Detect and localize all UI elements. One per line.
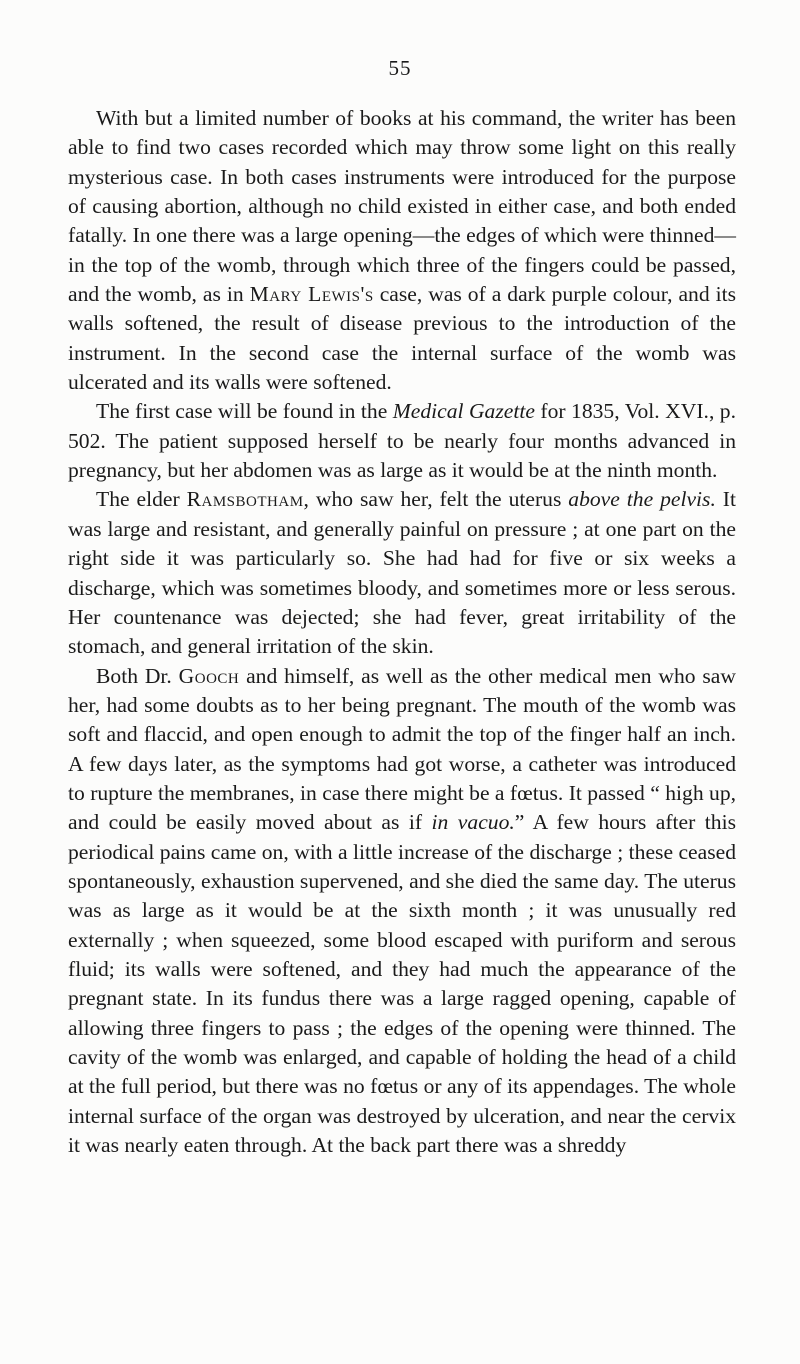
text-run: , who saw her, felt the uterus xyxy=(303,487,569,512)
person-name: Mary Lewis's xyxy=(249,282,374,307)
text-run: It was large and resistant, and generally painful on pressure ; at one part on the right side it was particularly so. She had had for five or six weeks a discharge, which was sometimes bloody, and sometimes more or less serous. Her countenance was dejected; she had fever, great irritability of the stomach, and general irritation of the skin. xyxy=(68,487,736,659)
paragraph xyxy=(68,104,736,397)
text-run: ” A few hours after this periodical pains came on, with a little increase of the discharge ; these ceased spontaneously, exhaustion supervened, and she died the same day. The uterus was as large as it would be at the sixth month ; it was unusually red externally ; when squeezed, some blood escaped with puriform and serous fluid; its walls were softened, and they had much the appearance of the pregnant state. In its fundus there was a large ragged opening, capable of allowing three fingers to pass ; the edges of the opening were thinned. The cavity of the womb was enlarged, and capable of holding the head of a child at the full period, but there was no fœtus or any of its appendages. The whole internal surface of the organ was destroyed by ulceration, and near the cervix it was nearly eaten through. At the back part there was a shreddy xyxy=(68,810,736,1158)
paragraph xyxy=(68,662,736,1161)
body-text xyxy=(68,104,736,1160)
text-run: With but a limited number of books at his command, the writer has been able to find two cases recorded which may throw some light on this really mysterious case. In both cases instruments were introduced for the purpose of causing abortion, although no child existed in either case, and both ended fatally. In one there was a large opening—the edges of which were thinned—in the top of the womb, through which three of the fingers could be passed, and the womb, as in xyxy=(68,106,736,307)
text-run: and himself, as well as the other medical men who saw her, had some doubts as to her being pregnant. The mouth of the womb was soft and flaccid, and open enough to admit the top of the finger half an inch. A few days later, as the symptoms had got worse, a catheter was introduced to rupture the membranes, in case there might be a fœtus. It passed “ high up, and could be easily moved about as if xyxy=(68,663,737,835)
emphasis: in vacuo. xyxy=(431,810,515,835)
paragraph xyxy=(68,485,736,661)
text-run: Both Dr. xyxy=(96,663,179,688)
text-run: for 1835, Vol. XVI., p. 502. The patient supposed herself to be nearly four months advanced in pregnancy, but her abdomen was as large as it would be at the ninth month. xyxy=(68,399,736,483)
paragraph xyxy=(68,397,736,485)
text-run: The first case will be found in the xyxy=(96,399,393,424)
emphasis: above the pelvis. xyxy=(568,487,716,512)
person-name: Gooch xyxy=(178,663,240,688)
text-run: The elder xyxy=(96,487,187,512)
journal-title: Medical Gazette xyxy=(392,399,535,424)
person-name: Ramsbotham xyxy=(186,487,304,512)
text-run: case, was of a dark purple colour, and its walls softened, the result of disease previous to the introduction of the instrument. In the second case the internal surface of the womb was ulcerated and its walls were softened. xyxy=(68,282,737,395)
page-number: 55 xyxy=(388,56,412,80)
